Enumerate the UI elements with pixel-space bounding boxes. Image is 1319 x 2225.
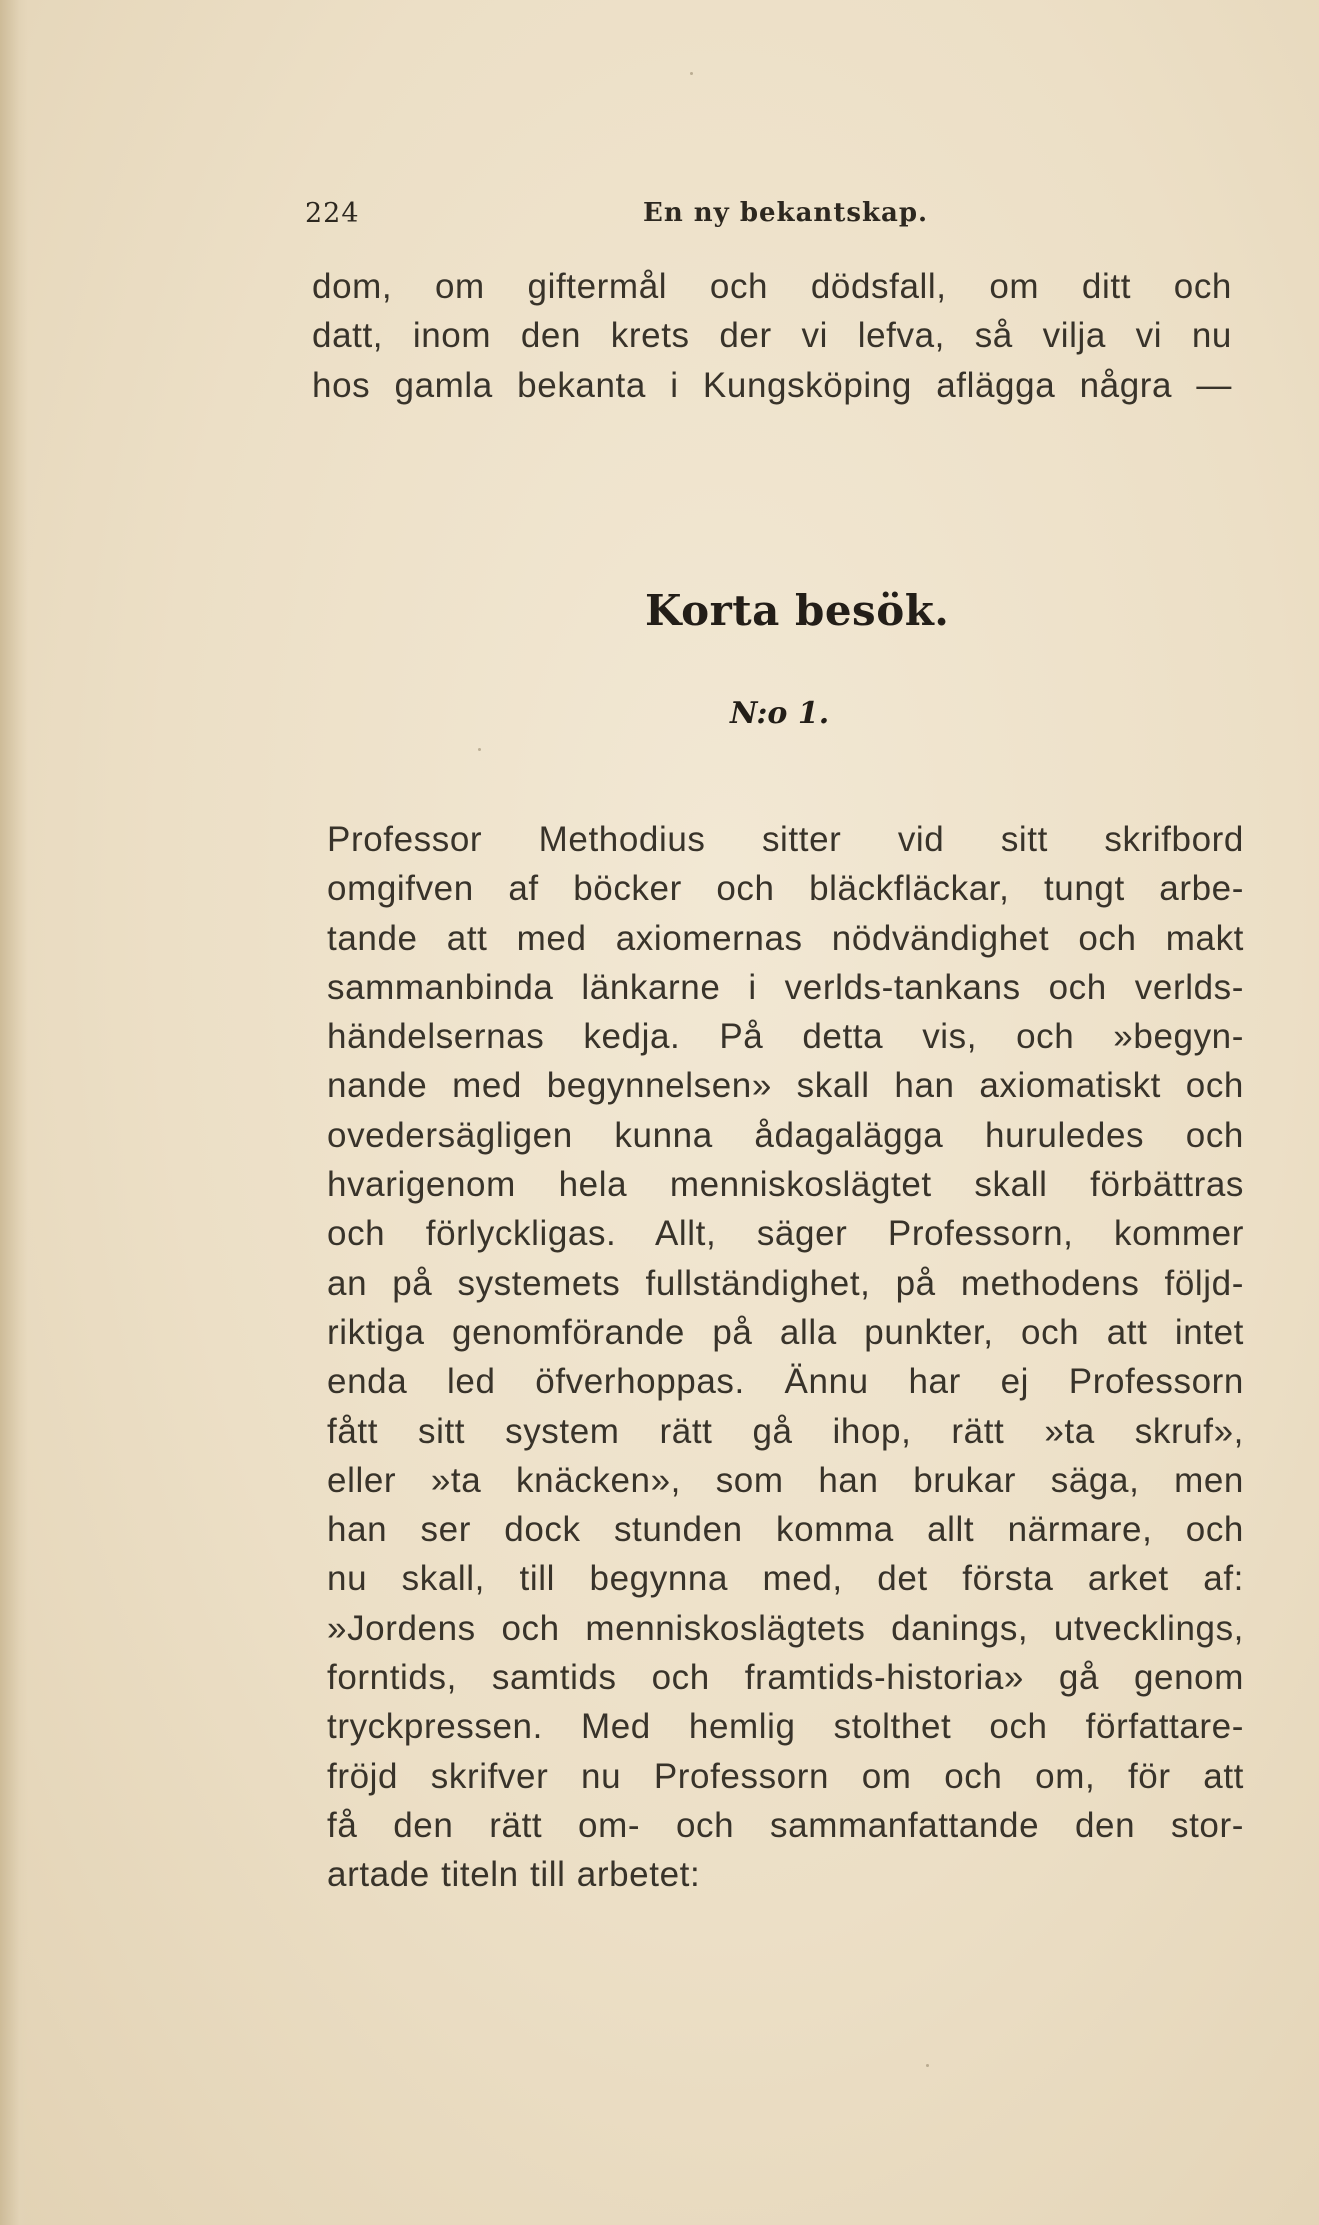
text-line: riktiga genomförande på alla punkter, och att intet [327,1312,1244,1352]
text-line: eller »ta knäcken», som han brukar säga, men [327,1460,1244,1500]
text-line: sammanbinda länkarne i verlds-tankans och verlds- [327,967,1244,1007]
text-line: enda led öfverhoppas. Ännu har ej Professorn [327,1362,1244,1402]
text-line: hos gamla bekanta i Kungsköping aflägga några — [312,365,1232,405]
text-line: hvarigenom hela menniskoslägtet skall förbättras [327,1165,1244,1205]
section-title: Korta besök. [645,586,950,635]
text-line: omgifven af böcker och bläckfläckar, tungt arbe- [327,869,1244,909]
text-line: datt, inom den krets der vi lefva, så vilja vi nu [312,316,1232,356]
text-line: fröjd skrifver nu Professorn om och om, för att [327,1756,1244,1796]
text-line: nande med begynnelsen» skall han axiomatiskt och [327,1066,1244,1106]
text-line: ovedersägligen kunna ådagalägga huruledes och [327,1115,1244,1155]
text-line: tande att med axiomernas nödvändighet och makt [327,918,1244,958]
intro-paragraph [312,262,1232,410]
paper-speck [926,2064,929,2067]
page-header [305,198,1240,238]
text-line: »Jordens och menniskoslägtets danings, utvecklings, [327,1608,1244,1648]
text-line: nu skall, till begynna med, det första arket af: [327,1559,1244,1599]
text-line: få den rätt om- och sammanfattande den stor- [327,1805,1244,1845]
text-line: Professor Methodius sitter vid sitt skrifbord [327,820,1244,859]
page-number: 224 [305,198,360,229]
text-line: an på systemets fullständighet, på methodens följd- [327,1263,1244,1303]
text-line: artade titeln till arbetet: [327,1855,701,1895]
page-gutter [0,0,28,2225]
text-line: och förlyckligas. Allt, säger Professorn, kommer [327,1214,1244,1254]
paper-speck [478,748,481,751]
text-line: dom, om giftermål och dödsfall, om ditt och [312,267,1232,306]
text-line: han ser dock stunden komma allt närmare, och [327,1510,1244,1550]
text-line: fått sitt system rätt gå ihop, rätt »ta skruf», [327,1411,1244,1451]
running-title: En ny bekantskap. [643,198,929,228]
paper-speck [690,72,693,75]
text-line: händelsernas kedja. På detta vis, och »begyn- [327,1017,1244,1057]
section-number: N:o 1. [730,696,830,731]
text-line: tryckpressen. Med hemlig stolthet och författare- [327,1707,1244,1747]
main-paragraph [327,815,1244,1900]
text-line: forntids, samtids och framtids-historia» gå genom [327,1658,1244,1698]
